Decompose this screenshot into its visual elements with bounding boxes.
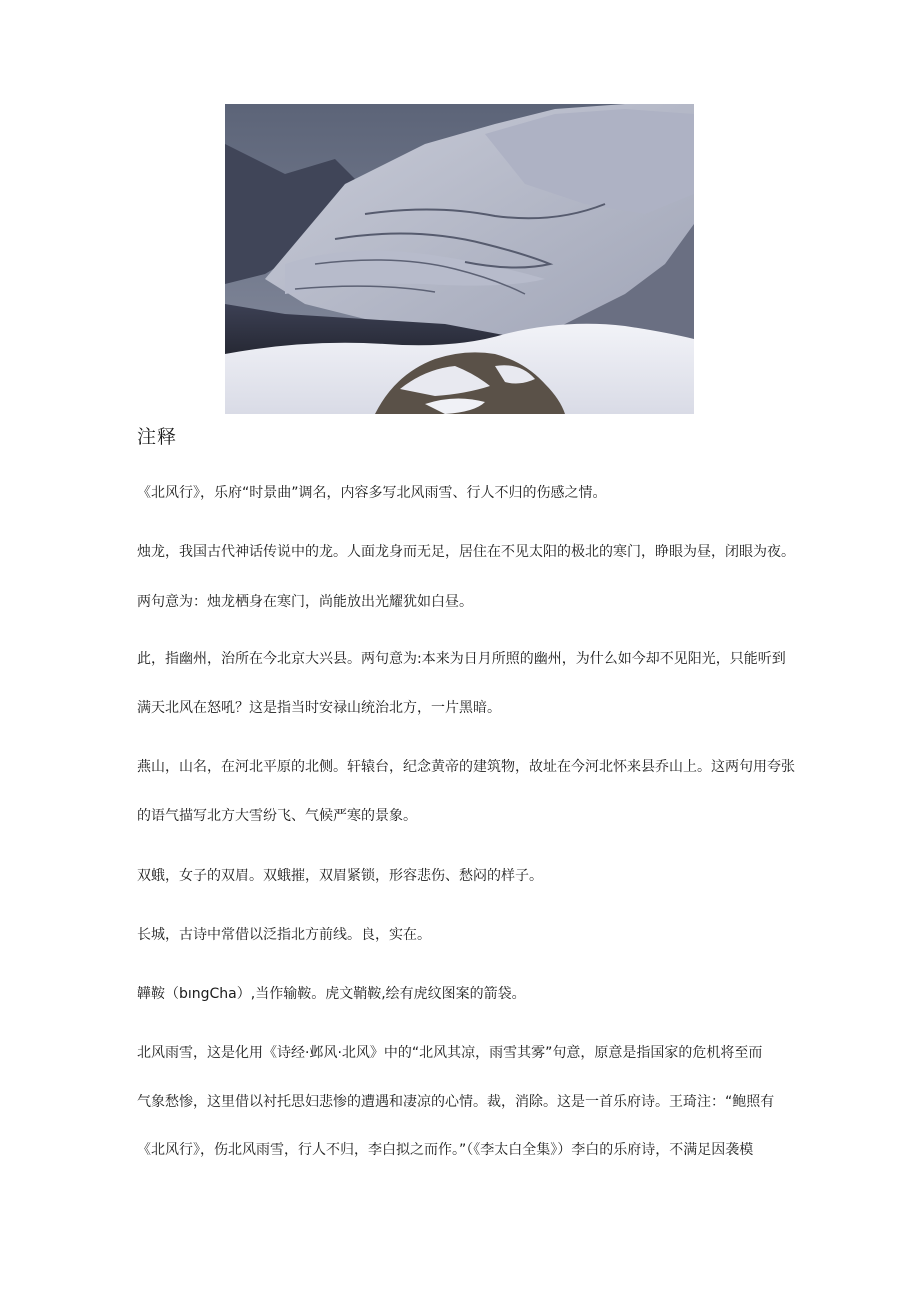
note-line: 长城，古诗中常借以泛指北方前线。良，实在。: [137, 927, 431, 943]
note-line: 满天北风在怒吼？这是指当时安禄山统治北方，一片黑暗。: [137, 700, 501, 716]
snow-mountain-photo: [225, 104, 694, 414]
note-line: 的语气描写北方大雪纷飞、气候严寒的景象。: [137, 808, 417, 824]
note-line: 《北风行》，乐府“时景曲”调名，内容多写北风雨雪、行人不归的伤感之情。: [137, 485, 607, 501]
note-line: 气象愁惨，这里借以衬托思妇悲惨的遭遇和凄凉的心情。裁，消除。这是一首乐府诗。王琦注：“鲍照有: [137, 1094, 775, 1110]
note-line: 燕山，山名，在河北平原的北侧。轩辕台，纪念黄帝的建筑物，故址在今河北怀来县乔山上。这两句用夸张: [137, 759, 795, 775]
note-line: 北风雨雪，这是化用《诗经·邺风·北风》中的“北风其凉，雨雪其雾”句意，原意是指国家的危机将至而: [137, 1045, 763, 1061]
note-line: 烛龙，我国古代神话传说中的龙。人面龙身而无足，居住在不见太阳的极北的寒门，睁眼为昼，闭眼为夜。: [137, 544, 795, 560]
notes-heading: 注释: [137, 426, 178, 448]
note-line: 韡鞍（bıngCha）,当作输鞍。虎文鞘鞍,绘有虎纹图案的箭袋。: [137, 986, 526, 1002]
note-line: 两句意为：烛龙栖身在寒门，尚能放出光耀犹如白昼。: [137, 594, 473, 610]
note-line: 双蛾，女子的双眉。双蛾摧，双眉紧锁，形容悲伤、愁闷的样子。: [137, 868, 543, 884]
note-line: 此，指幽州，治所在今北京大兴县。两句意为:本来为日月所照的幽州，为什么如今却不见阳光，只能听到: [137, 651, 786, 667]
note-line: 《北风行》，伤北风雨雪，行人不归，李白拟之而作。”（《李太白全集》）李白的乐府诗，不满足因袭模: [137, 1142, 754, 1158]
